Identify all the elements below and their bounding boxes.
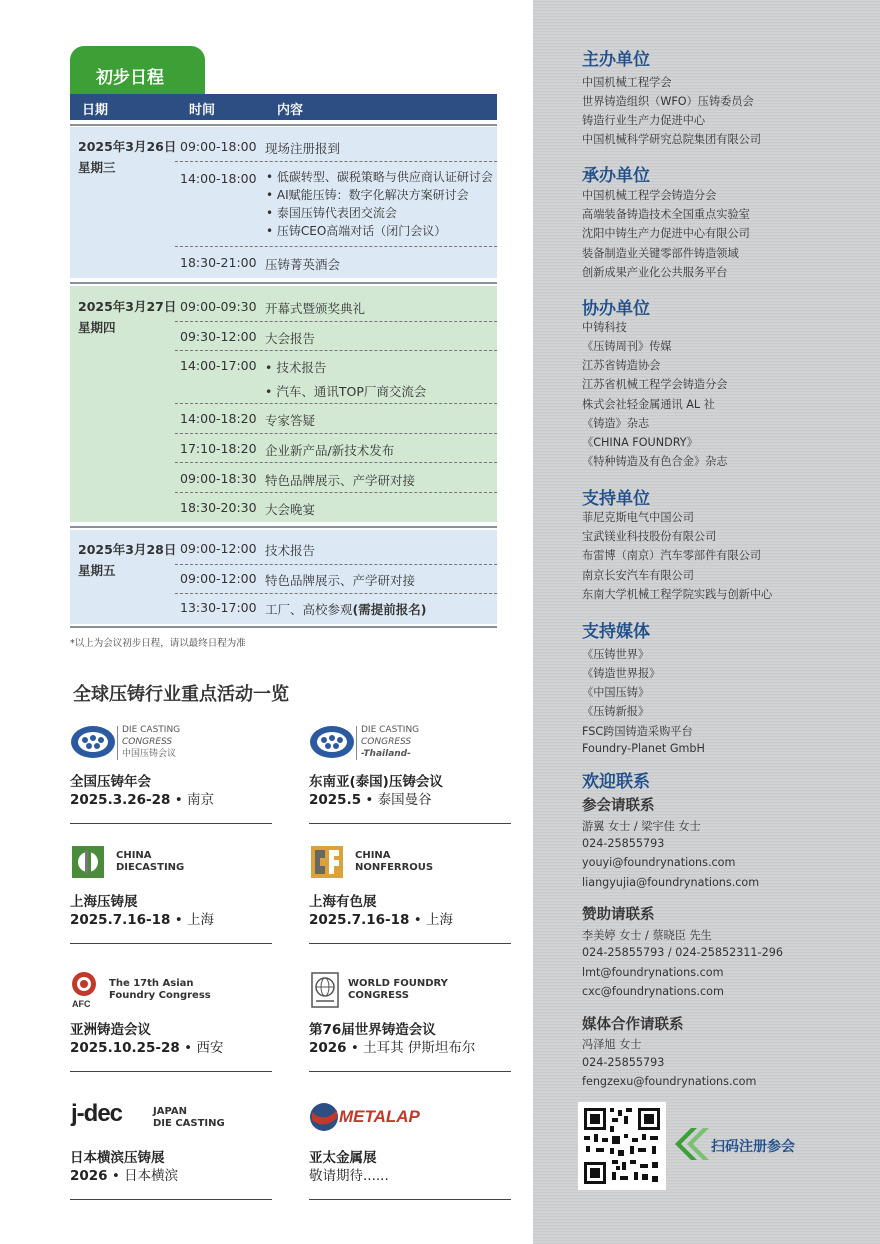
logo-text: CONGRESS (348, 990, 409, 1001)
list-item: 世界铸造组织（WFO）压铸委员会 (582, 95, 754, 108)
divider (70, 282, 497, 284)
event-card (70, 970, 272, 1098)
logo-text: CONGRESS (122, 737, 173, 747)
time: 18:30-20:30 (180, 500, 257, 515)
content-item: • 压铸CEO高端对话（闭门会议） (266, 224, 447, 238)
list-item: Foundry-Planet GmbH (582, 742, 705, 755)
list-item: 东南大学机械工程学院实践与创新中心 (582, 588, 773, 601)
content: 特色品牌展示、产学研对接 (265, 473, 416, 488)
contact-line: 冯泽旭 女士 (582, 1038, 642, 1051)
divider (70, 526, 497, 528)
content-item: • 汽车、通讯TOP厂商交流会 (265, 384, 427, 399)
contact-email[interactable]: youyi@foundrynations.com (582, 856, 736, 869)
event-place: 南京 (186, 792, 214, 808)
divider (70, 626, 497, 628)
time: 09:30-12:00 (180, 329, 257, 344)
event-place: 上海 (425, 912, 453, 928)
event-divider (309, 943, 511, 944)
event-date-place: 2026 • 土耳其 伊斯坦布尔 (309, 1040, 476, 1056)
event-place: 日本横滨 (124, 1168, 179, 1184)
time: 14:00-18:20 (180, 411, 257, 426)
list-item: 《中国压铸》 (582, 686, 650, 699)
day3-weekday: 星期五 (78, 563, 116, 578)
event-name: 全国压铸年会 (70, 774, 151, 790)
list-item: FSC跨国铸造采购平台 (582, 725, 693, 738)
event-place: 土耳其 伊斯坦布尔 (363, 1040, 476, 1056)
divider (70, 124, 497, 126)
event-divider (70, 823, 272, 824)
list-item: 《铸造》杂志 (582, 417, 650, 430)
contact-phone: 024-25855793 (582, 1056, 665, 1069)
list-item: 沈阳中铸生产力促进中心有限公司 (582, 227, 750, 240)
time: 14:00-17:00 (180, 358, 257, 373)
content: 大会报告 (265, 331, 316, 346)
contact-email[interactable]: fengzexu@foundrynations.com (582, 1075, 757, 1088)
metalap-globe-icon (309, 1102, 339, 1132)
logo-text: CHINA (355, 850, 391, 861)
list-item: 江苏省机械工程学会铸造分会 (582, 378, 728, 391)
logo-text: WORLD FOUNDRY (348, 978, 448, 989)
content-item: • AI赋能压铸：数字化解决方案研讨会 (266, 188, 469, 202)
logo-text: DIE CASTING (153, 1118, 225, 1129)
row-divider (175, 403, 497, 404)
china-diecasting-logo (72, 846, 104, 878)
contact-phone: 024-25855793 / 024-25852311-296 (582, 946, 783, 959)
die-casting-congress-logo (70, 724, 116, 760)
media-title: 支持媒体 (582, 622, 650, 642)
event-card (309, 970, 511, 1098)
event-date: 2025.5 (309, 792, 362, 808)
undertakers-title: 承办单位 (582, 166, 650, 186)
logo-text: -Thailand- (361, 749, 411, 759)
content: 特色品牌展示、产学研对接 (265, 573, 416, 588)
logo-text: DIE CASTING (122, 725, 181, 735)
event-date: 2025.7.16-18 (70, 912, 171, 928)
china-nonferrous-logo (311, 846, 343, 878)
header-date: 日期 (82, 103, 109, 118)
event-name: 东南亚(泰国)压铸会议 (309, 774, 443, 790)
logo-text: Foundry Congress (109, 990, 211, 1001)
list-item: 《CHINA FOUNDRY》 (582, 436, 698, 449)
chevron-arrows-icon (673, 1126, 713, 1162)
time: 09:00-09:30 (180, 299, 257, 314)
list-item: 南京长安汽车有限公司 (582, 569, 694, 582)
event-date-place: 2025.7.16-18 • 上海 (309, 912, 453, 928)
logo-text: 中国压铸会议 (122, 749, 177, 759)
event-name: 亚洲铸造会议 (70, 1022, 151, 1038)
content: 专家答疑 (265, 413, 316, 428)
contact-email[interactable]: liangyujia@foundrynations.com (582, 876, 760, 889)
event-card (309, 722, 511, 850)
list-item: 《压铸新报》 (582, 705, 650, 718)
time: 09:00-12:00 (180, 571, 257, 586)
event-divider (309, 823, 511, 824)
event-name: 第76届世界铸造会议 (309, 1022, 436, 1038)
afc-badge: AFC (72, 999, 91, 1009)
logo-text: The 17th Asian (109, 978, 194, 989)
jdec-logo: j-dec (71, 1100, 123, 1127)
event-name: 上海有色展 (309, 894, 377, 910)
time: 09:00-18:30 (180, 471, 257, 486)
contact-email[interactable]: cxc@foundrynations.com (582, 985, 724, 998)
day3-date: 2025年3月28日 (78, 542, 177, 557)
row-divider (175, 321, 497, 322)
time: 14:00-18:00 (180, 171, 257, 186)
logo-divider (117, 726, 118, 760)
day1-date: 2025年3月26日 (78, 139, 177, 154)
day2-weekday: 星期四 (78, 320, 116, 335)
metalap-logo: METALAP (339, 1107, 420, 1126)
event-card (70, 842, 272, 970)
qr-register-label: 扫码注册参会 (711, 1139, 795, 1155)
time: 09:00-18:00 (180, 139, 257, 154)
co-organizers-title: 协办单位 (582, 299, 650, 319)
event-name: 上海压铸展 (70, 894, 138, 910)
schedule-title: 初步日程 (96, 68, 164, 88)
list-item: 《压铸世界》 (582, 648, 650, 661)
content-item: • 技术报告 (265, 360, 327, 375)
list-item: 株式会社轻金属通讯 AL 社 (582, 398, 715, 411)
event-date-place: 2025.3.26-28 • 南京 (70, 792, 214, 808)
list-item: 布雷博（南京）汽车零部件有限公司 (582, 549, 762, 562)
content: 开幕式暨颁奖典礼 (265, 301, 366, 316)
list-item: 菲尼克斯电气中国公司 (582, 511, 694, 524)
content: 技术报告 (265, 543, 316, 558)
event-place: 敬请期待...... (309, 1168, 389, 1184)
list-item: 中铸科技 (582, 321, 627, 334)
logo-text: CONGRESS (361, 737, 412, 747)
day1-weekday: 星期三 (78, 160, 116, 175)
logo-text: DIE CASTING (361, 725, 420, 735)
header-content: 内容 (277, 103, 304, 118)
content: 现场注册报到 (265, 141, 341, 156)
content-item: • 低碳转型、碳税策略与供应商认证研讨会 (266, 170, 493, 184)
row-divider (175, 492, 497, 493)
row-divider (175, 350, 497, 351)
content (265, 600, 426, 618)
event-date-place: 2025.7.16-18 • 上海 (70, 912, 214, 928)
list-item: 江苏省铸造协会 (582, 359, 661, 372)
event-date: 2025.3.26-28 (70, 792, 171, 808)
event-divider (309, 1071, 511, 1072)
events-title: 全球压铸行业重点活动一览 (73, 684, 289, 705)
event-date: 2026 (309, 1040, 347, 1056)
sidebar (533, 0, 880, 1244)
list-item: 《压铸周刊》传媒 (582, 340, 672, 353)
schedule-header (70, 94, 497, 120)
event-date-place: 2026 • 日本横滨 (70, 1168, 179, 1184)
list-item: 中国机械工程学会 (582, 76, 672, 89)
list-item: 《铸造世界报》 (582, 667, 661, 680)
event-card (309, 842, 511, 970)
event-card (70, 1098, 272, 1226)
header-time: 时间 (189, 103, 216, 118)
globe-icon (311, 972, 339, 1008)
event-card (309, 1098, 511, 1226)
die-casting-congress-logo (309, 724, 355, 760)
afc-gear-logo (70, 970, 100, 1010)
organizers-title: 主办单位 (582, 50, 650, 70)
list-item: 中国机械工程学会铸造分会 (582, 189, 717, 202)
event-divider (70, 1071, 272, 1072)
schedule-note: *以上为会议初步日程，请以最终日程为准 (70, 638, 246, 649)
contact-title: 欢迎联系 (582, 772, 650, 792)
list-item: 装备制造业关键零部件铸造领域 (582, 247, 739, 260)
row-divider (175, 593, 497, 594)
content: 压铸菁英酒会 (265, 257, 341, 272)
sponsor-title: 赞助请联系 (582, 907, 655, 923)
content-item: • 泰国压铸代表团交流会 (266, 206, 397, 220)
attend-title: 参会请联系 (582, 798, 655, 814)
list-item: 宝武镁业科技股份有限公司 (582, 530, 717, 543)
supporters-title: 支持单位 (582, 489, 650, 509)
event-name: 亚太金属展 (309, 1150, 377, 1166)
event-divider (70, 943, 272, 944)
contact-phone: 024-25855793 (582, 837, 665, 850)
schedule-tab (70, 46, 205, 94)
contact-line: 李美婷 女士 / 蔡晓臣 先生 (582, 929, 712, 942)
time: 17:10-18:20 (180, 441, 257, 456)
qr-code-image (578, 1102, 666, 1190)
row-divider (175, 246, 497, 247)
contact-line: 游翼 女士 / 梁宇佳 女士 (582, 820, 701, 833)
event-place: 上海 (186, 912, 214, 928)
row-divider (175, 161, 497, 162)
event-divider (309, 1199, 511, 1200)
logo-text: JAPAN (153, 1106, 187, 1117)
event-place: 泰国曼谷 (377, 792, 432, 808)
list-item: 高端装备铸造技术全国重点实验室 (582, 208, 750, 221)
row-divider (175, 462, 497, 463)
row-divider (175, 433, 497, 434)
list-item: 创新成果产业化公共服务平台 (582, 266, 728, 279)
media-contact-title: 媒体合作请联系 (582, 1017, 684, 1033)
list-item: 中国机械科学研究总院集团有限公司 (582, 133, 762, 146)
event-place: 西安 (196, 1040, 224, 1056)
logo-text: DIECASTING (116, 862, 185, 873)
event-date: 2026 (70, 1168, 108, 1184)
event-date: 2025.7.16-18 (309, 912, 410, 928)
day2-date: 2025年3月27日 (78, 299, 177, 314)
row-divider (175, 564, 497, 565)
time: 09:00-12:00 (180, 541, 257, 556)
list-item: 铸造行业生产力促进中心 (582, 114, 706, 127)
event-date-place: 2025.10.25-28 • 西安 (70, 1040, 224, 1056)
content-text: 工厂、高校参观 (265, 602, 353, 617)
logo-text: NONFERROUS (355, 862, 434, 873)
list-item: 《特种铸造及有色合金》杂志 (582, 455, 728, 468)
qr-code[interactable] (578, 1102, 666, 1190)
content: 企业新产品/新技术发布 (265, 443, 395, 458)
event-date: 2025.10.25-28 (70, 1040, 180, 1056)
event-name: 日本横滨压铸展 (70, 1150, 165, 1166)
event-divider (70, 1199, 272, 1200)
event-card (70, 722, 272, 850)
logo-divider (356, 726, 357, 760)
content-note: (需提前报名) (352, 602, 427, 617)
time: 18:30-21:00 (180, 255, 257, 270)
content: 大会晚宴 (265, 502, 316, 517)
time: 13:30-17:00 (180, 600, 257, 615)
logo-text: CHINA (116, 850, 152, 861)
contact-email[interactable]: lmt@foundrynations.com (582, 966, 724, 979)
event-date-place: 2025.5 • 泰国曼谷 (309, 792, 432, 808)
